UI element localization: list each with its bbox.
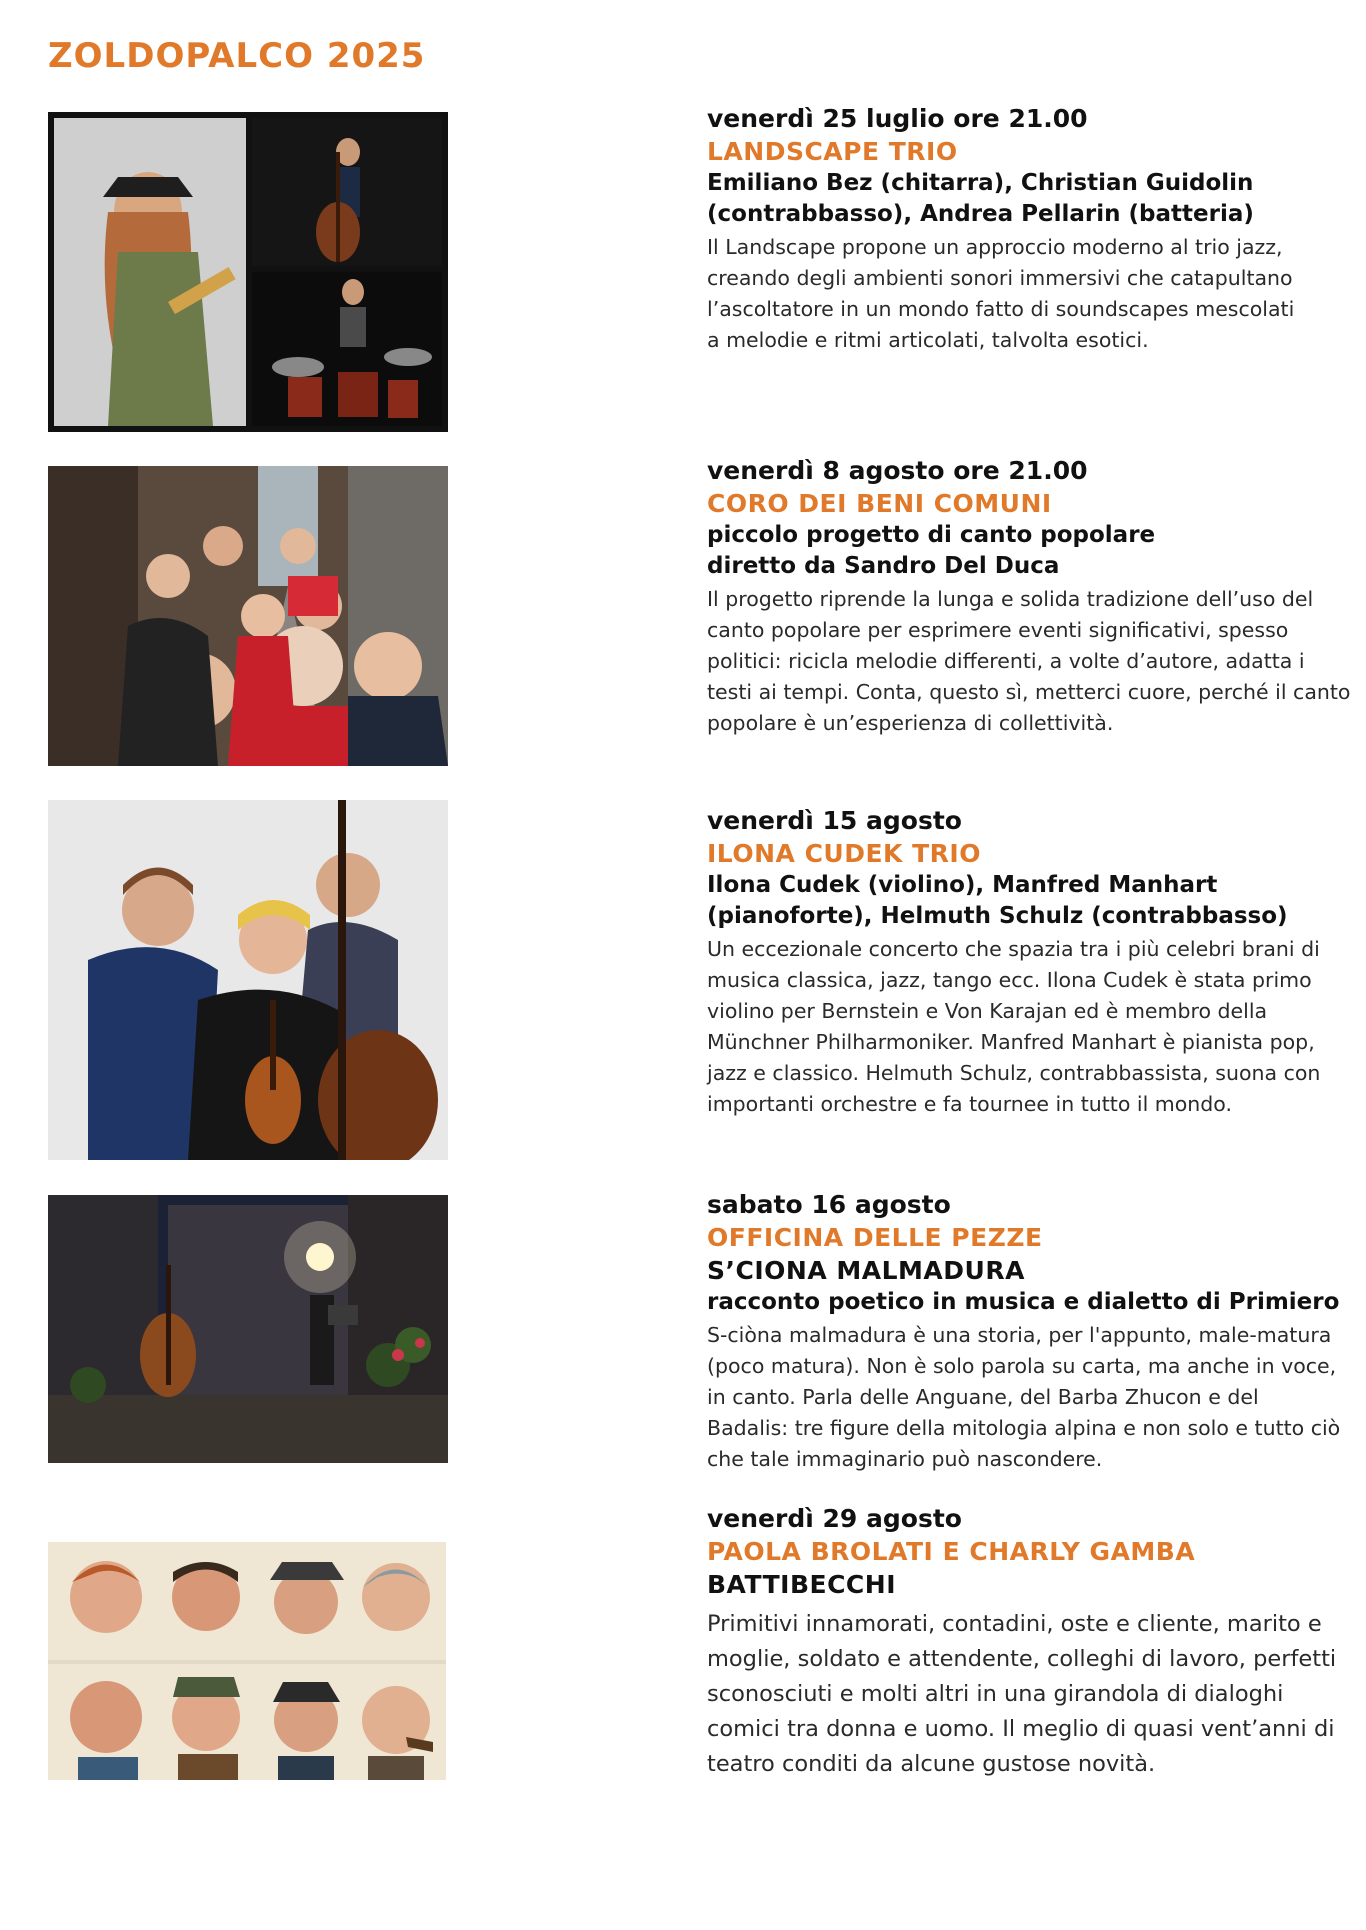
description-line: Il progetto riprende la lunga e solida tradizione dell’uso del <box>707 587 1314 611</box>
event-description <box>707 584 1351 739</box>
event-photo-paola-brolati-charly-gamba <box>48 1542 446 1780</box>
event-subtitle <box>707 520 1337 582</box>
subtitle-line: racconto poetico in musica e dialetto di Primiero <box>707 1289 1340 1315</box>
event-date: venerdì 15 agosto <box>707 806 962 835</box>
event-artist: ILONA CUDEK TRIO <box>707 839 981 868</box>
event-artist: OFFICINA DELLE PEZZE <box>707 1223 1043 1252</box>
event-photo-landscape-trio <box>48 112 448 432</box>
event-text-officina-delle-pezze <box>707 1188 1341 1475</box>
description-line: canto popolare per esprimere eventi significativi, spesso <box>707 618 1289 642</box>
description-line: violino per Bernstein e Von Karajan ed è membro della <box>707 999 1268 1023</box>
event-artist: CORO DEI BENI COMUNI <box>707 489 1052 518</box>
description-line: a melodie e ritmi articolati, talvolta esotici. <box>707 328 1149 352</box>
description-line: creando degli ambienti sonori immersivi che catapultano <box>707 266 1293 290</box>
event-description <box>707 934 1337 1120</box>
description-line: Un eccezionale concerto che spazia tra i più celebri brani di <box>707 937 1320 961</box>
subtitle-line: (contrabbasso), Andrea Pellarin (batteria) <box>707 201 1254 227</box>
event-subtitle <box>707 870 1337 932</box>
description-line: in canto. Parla delle Anguane, del Barba Zhucon e del <box>707 1385 1259 1409</box>
event-date: sabato 16 agosto <box>707 1190 951 1219</box>
event-text-coro-dei-beni-comuni <box>707 454 1351 739</box>
event-show-title: S’CIONA MALMADURA <box>707 1256 1025 1285</box>
description-line: jazz e classico. Helmuth Schulz, contrabbassista, suona con <box>707 1061 1321 1085</box>
description-line: musica classica, jazz, tango ecc. Ilona Cudek è stata primo <box>707 968 1312 992</box>
subtitle-line: (pianoforte), Helmuth Schulz (contrabbasso) <box>707 903 1288 929</box>
description-line: (poco matura). Non è solo parola su carta, ma anche in voce, <box>707 1354 1337 1378</box>
description-line: Badalis: tre figure della mitologia alpina e non solo e tutto ciò <box>707 1416 1341 1440</box>
page-title: ZOLDOPALCO 2025 <box>48 36 426 76</box>
subtitle-line: diretto da Sandro Del Duca <box>707 553 1060 579</box>
description-line: moglie, soldato e attendente, colleghi di lavoro, perfetti <box>707 1646 1337 1672</box>
event-artist: LANDSCAPE TRIO <box>707 137 958 166</box>
description-line: sconosciuti e molti altri in una girandola di dialoghi <box>707 1681 1284 1707</box>
description-line: teatro conditi da alcune gustose novità. <box>707 1751 1156 1777</box>
event-text-landscape-trio <box>707 102 1337 356</box>
event-date: venerdì 29 agosto <box>707 1504 962 1533</box>
event-text-paola-brolati-charly-gamba <box>707 1502 1337 1782</box>
subtitle-line: Ilona Cudek (violino), Manfred Manhart <box>707 872 1218 898</box>
event-show-title: BATTIBECCHI <box>707 1570 896 1599</box>
description-line: comici tra donna e uomo. Il meglio di quasi vent’anni di <box>707 1716 1335 1742</box>
description-line: popolare è un’esperienza di collettività. <box>707 711 1114 735</box>
event-photo-officina-delle-pezze <box>48 1195 448 1463</box>
event-date: venerdì 8 agosto ore 21.00 <box>707 456 1088 485</box>
description-line: S-ciòna malmadura è una storia, per l'appunto, male-matura <box>707 1323 1332 1347</box>
event-description <box>707 1320 1341 1475</box>
subtitle-line: piccolo progetto di canto popolare <box>707 522 1156 548</box>
event-date: venerdì 25 luglio ore 21.00 <box>707 104 1088 133</box>
description-line: l’ascoltatore in un mondo fatto di soundscapes mescolati <box>707 297 1295 321</box>
description-line: che tale immaginario può nascondere. <box>707 1447 1103 1471</box>
description-line: testi ai tempi. Conta, questo sì, metterci cuore, perché il canto <box>707 680 1351 704</box>
event-description <box>707 232 1337 356</box>
subtitle-line: Emiliano Bez (chitarra), Christian Guidolin <box>707 170 1254 196</box>
event-description <box>707 1607 1337 1782</box>
description-line: Münchner Philharmoniker. Manfred Manhart è pianista pop, <box>707 1030 1315 1054</box>
description-line: importanti orchestre e fa tournee in tutto il mondo. <box>707 1092 1233 1116</box>
event-artist: PAOLA BROLATI E CHARLY GAMBA <box>707 1537 1196 1566</box>
description-line: politici: ricicla melodie differenti, a volte d’autore, adatta i <box>707 649 1305 673</box>
description-line: Il Landscape propone un approccio moderno al trio jazz, <box>707 235 1283 259</box>
event-photo-coro-dei-beni-comuni <box>48 466 448 766</box>
event-subtitle <box>707 168 1337 230</box>
event-text-ilona-cudek-trio <box>707 804 1337 1120</box>
description-line: Primitivi innamorati, contadini, oste e cliente, marito e <box>707 1611 1322 1637</box>
event-photo-ilona-cudek-trio <box>48 800 448 1160</box>
event-subtitle <box>707 1287 1340 1318</box>
